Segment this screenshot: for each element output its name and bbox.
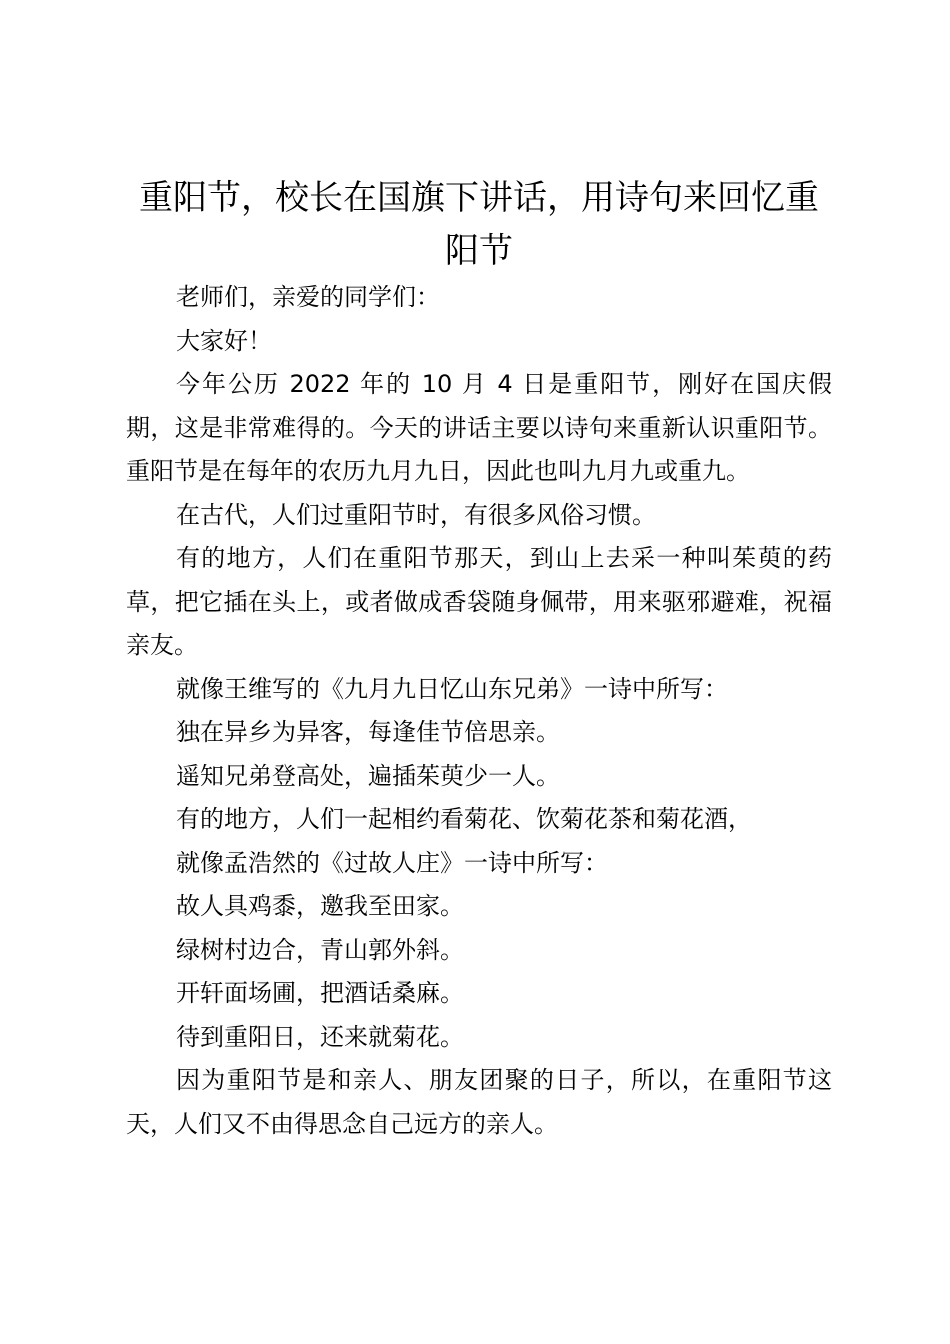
paragraph-reunion: 因为重阳节是和亲人、朋友团聚的日子，所以，在重阳节这天，人们又不由得思念自己远方的亲人。 bbox=[126, 1066, 832, 1138]
paragraph-zhuyu: 有的地方，人们在重阳节那天，到山上去采一种叫茱萸的药草，把它插在头上，或者做成香袋随身佩带，用来驱邪避难，祝福亲友。 bbox=[126, 544, 832, 659]
poem-line: 独在异乡为异客，每逢佳节倍思亲。 bbox=[176, 718, 560, 746]
poem-line: 开轩面场圃，把酒话桑麻。 bbox=[176, 979, 464, 1007]
poem-line: 绿树村边合，青山郭外斜。 bbox=[176, 935, 464, 964]
paragraph-customs: 在古代，人们过重阳节时，有很多风俗习惯。 bbox=[176, 500, 656, 529]
paragraph-menghaoran-intro: 就像孟浩然的《过故人庄》一诗中所写： bbox=[176, 848, 608, 877]
paragraph-chrysanthemum: 有的地方，人们一起相约看菊花、饮菊花茶和菊花酒， bbox=[176, 805, 752, 833]
poem-line: 遥知兄弟登高处，遍插茱萸少一人。 bbox=[176, 761, 560, 790]
paragraph-wangwei-intro: 就像王维写的《九月九日忆山东兄弟》一诗中所写： bbox=[176, 674, 728, 703]
poem-line: 待到重阳日，还来就菊花。 bbox=[176, 1022, 464, 1051]
document-body bbox=[126, 276, 832, 1146]
paragraph-hello: 大家好！ bbox=[176, 326, 272, 355]
poem-line: 故人具鸡黍，邀我至田家。 bbox=[176, 892, 464, 920]
paragraph-greeting: 老师们，亲爱的同学们： bbox=[176, 283, 440, 311]
paragraph-intro: 今年公历 2022 年的 10 月 4 日是重阳节，刚好在国庆假期，这是非常难得的。今天的讲话主要以诗句来重新认识重阳节。重阳节是在每年的农历九月九日，因此也叫九月九或重九。 bbox=[126, 370, 832, 485]
document-title: 重阳节，校长在国旗下讲话，用诗句来回忆重阳节 bbox=[139, 178, 819, 271]
